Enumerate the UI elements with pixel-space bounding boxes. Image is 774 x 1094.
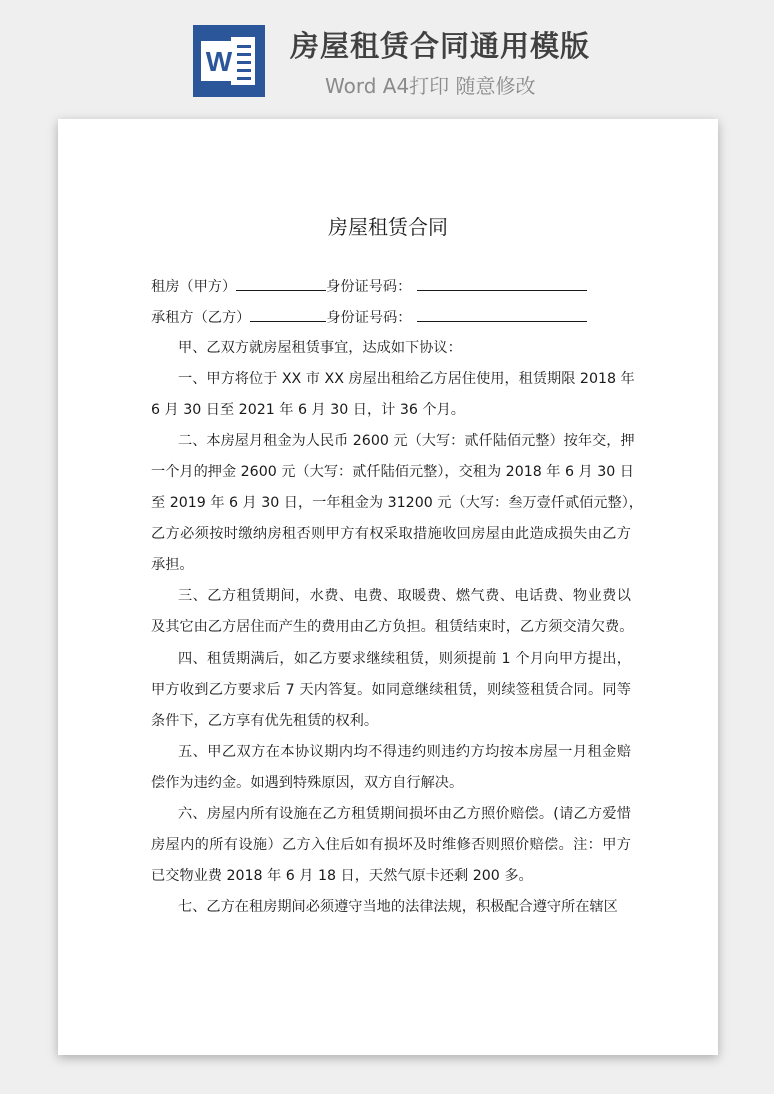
paragraph-line: 七、乙方在租房期间必须遵守当地的法律法规，积极配合遵守所在辖区: [178, 898, 618, 915]
party-a-row: [151, 276, 587, 297]
paragraph-line: 偿作为违约金。如遇到特殊原因，双方自行解决。: [151, 774, 464, 791]
header-subtitle: Word A4打印 随意修改: [325, 74, 536, 98]
paragraph-line: 6 月 30 日至 2021 年 6 月 30 日，计 36 个月。: [151, 402, 465, 419]
party-a-label: 租房（甲方）: [151, 279, 237, 295]
paragraph-line: 三、乙方租赁期间，水费、电费、取暖费、燃气费、电话费、物业费以: [178, 588, 631, 605]
paragraph-line: 甲、乙双方就房屋租赁事宜，达成如下协议：: [178, 340, 462, 356]
paragraph-line: 及其它由乙方居住而产生的费用由乙方负担。租赁结束时，乙方须交清欠费。: [151, 619, 634, 636]
paragraph-line: 六、房屋内所有设施在乙方租赁期间损坏由乙方照价赔偿。(请乙方爱惜: [178, 805, 631, 822]
document-page: [58, 119, 718, 1055]
header-title: 房屋租赁合同通用模版: [290, 29, 591, 63]
paragraph-line: 一、甲方将位于 XX 市 XX 房屋出租给乙方居住使用，租赁期限 2018 年: [178, 371, 635, 388]
party-a-id-blank[interactable]: [417, 276, 587, 291]
party-b-id-blank[interactable]: [417, 307, 587, 322]
paragraph-line: 二、本房屋月租金为人民币 2600 元（大写：贰仟陆佰元整）按年交，押: [178, 433, 635, 450]
paragraph-line: 至 2019 年 6 月 30 日，一年租金为 31200 元（大写：叁万壹仟贰佰元整），: [151, 495, 643, 512]
party-a-name-blank[interactable]: [236, 276, 326, 291]
paragraph-line: 已交物业费 2018 年 6 月 18 日，天然气原卡还剩 200 多。: [151, 867, 533, 884]
page-header: [0, 0, 774, 110]
party-b-label: 承租方（乙方）: [151, 310, 251, 326]
paragraph-line: 一个月的押金 2600 元（大写：贰仟陆佰元整），交租为 2018 年 6 月 30 日: [151, 464, 634, 481]
word-document-icon: [193, 25, 265, 97]
paragraph-line: 四、租赁期满后，如乙方要求继续租赁，则须提前 1 个月向甲方提出，: [178, 650, 631, 667]
paragraph-line: 房屋内的所有设施）乙方入住后如有损坏及时维修否则照价赔偿。注：甲方: [151, 836, 631, 853]
party-a-id-label: 身份证号码：: [326, 279, 412, 295]
party-b-id-label: 身份证号码：: [326, 310, 412, 326]
party-b-row: [151, 307, 587, 328]
paragraph-line: 甲方收到乙方要求后 7 天内答复。如同意继续租赁，则续签租赁合同。同等: [151, 681, 631, 698]
paragraph-line: 条件下，乙方享有优先租赁的权利。: [151, 712, 379, 729]
svg-text:W: W: [205, 46, 233, 77]
paragraph-line: 五、甲乙双方在本协议期内均不得违约则违约方均按本房屋一月租金赔: [178, 743, 631, 760]
paragraph-line: 承担。: [151, 557, 194, 574]
document-title: 房屋租赁合同: [328, 215, 448, 239]
paragraph-line: 乙方必须按时缴纳房租否则甲方有权采取措施收回房屋由此造成损失由乙方: [151, 526, 631, 543]
party-b-name-blank[interactable]: [250, 307, 326, 322]
